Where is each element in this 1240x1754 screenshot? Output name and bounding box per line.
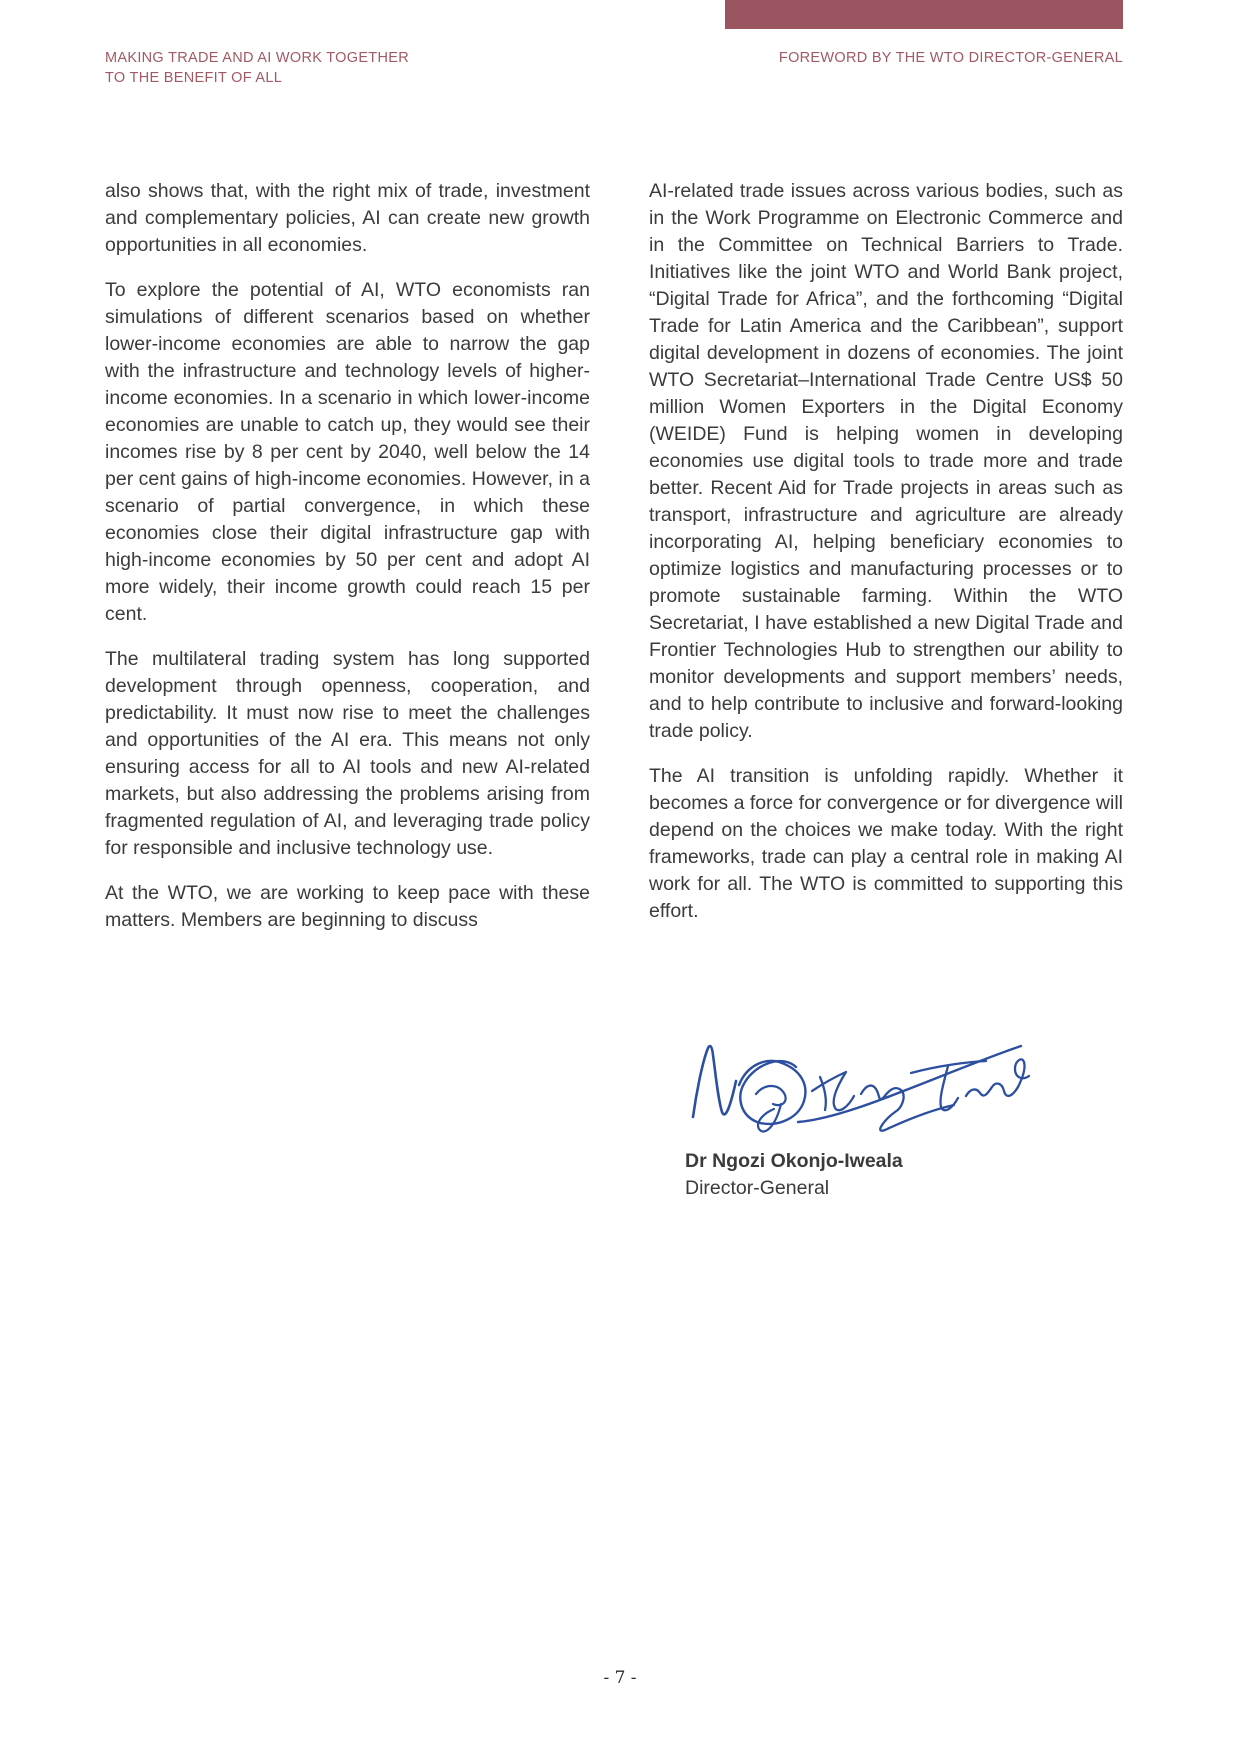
- paragraph: At the WTO, we are working to keep pace with these matters. Members are beginning to discuss: [105, 882, 590, 931]
- top-accent-bar: [725, 0, 1123, 29]
- running-head-left-line1: MAKING TRADE AND AI WORK TOGETHER: [105, 50, 409, 66]
- signatory-title: Director-General: [685, 1177, 830, 1199]
- signatory-name: Dr Ngozi Okonjo-Iweala: [685, 1150, 903, 1172]
- signature-image: [685, 1033, 1030, 1138]
- signature-block: [685, 1033, 1125, 1202]
- body-text: [105, 178, 1123, 934]
- right-column: [649, 178, 1123, 934]
- paragraph: The AI transition is unfolding rapidly. Whether it becomes a force for convergence or for divergence will depend on the choices we make today. With the right frameworks, trade can play a central role in making AI work for all. The WTO is committed to supporting this effort.: [649, 765, 1123, 922]
- paragraph: The multilateral trading system has long supported development through openness, cooperation, and predictability. It must now rise to meet the challenges and opportunities of the AI era. This means not only ensuring access for all to AI tools and new AI-related markets, but also addressing the problems arising from fragmented regulation of AI, and leveraging trade policy for responsible and inclusive technology use.: [105, 648, 590, 859]
- page-number: - 7 -: [603, 1668, 637, 1688]
- running-head-right: FOREWORD BY THE WTO DIRECTOR-GENERAL: [778, 50, 1123, 66]
- paragraph: To explore the potential of AI, WTO economists ran simulations of different scenarios based on whether lower-income economies are able to narrow the gap with the infrastructure and technology levels of higher-income economies. In a scenario in which lower-income economies are unable to catch up, they would see their incomes rise by 8 per cent by 2040, well below the 14 per cent gains of high-income economies. However, in a scenario of partial convergence, in which these economies close their digital infrastructure gap with high-income economies by 50 per cent and adopt AI more widely, their income growth could reach 15 per cent.: [105, 279, 590, 625]
- running-head-left-line2: TO THE BENEFIT OF ALL: [105, 70, 283, 86]
- page-header: [105, 48, 1123, 88]
- paragraph: AI-related trade issues across various bodies, such as in the Work Programme on Electronic Commerce and in the Committee on Technical Barriers to Trade. Initiatives like the joint WTO and World Bank project, “Digital Trade for Africa”, and the forthcoming “Digital Trade for Latin America and the Caribbean”, support digital development in dozens of economies. The joint WTO Secretariat–International Trade Centre US$ 50 million Women Exporters in the Digital Economy (WEIDE) Fund is helping women in developing economies use digital tools to trade more and trade better. Recent Aid for Trade projects in areas such as transport, infrastructure and agriculture are already incorporating AI, helping beneficiary economies to optimize logistics and manufacturing processes or to promote sustainable farming. Within the WTO Secretariat, I have established a new Digital Trade and Frontier Technologies Hub to strengthen our ability to monitor developments and support members’ needs, and to help contribute to inclusive and forward-looking trade policy.: [649, 180, 1123, 742]
- left-column: [105, 178, 590, 934]
- paragraph: also shows that, with the right mix of trade, investment and complementary policies, AI can create new growth opportunities in all economies.: [105, 180, 590, 256]
- running-head-left: [105, 48, 409, 88]
